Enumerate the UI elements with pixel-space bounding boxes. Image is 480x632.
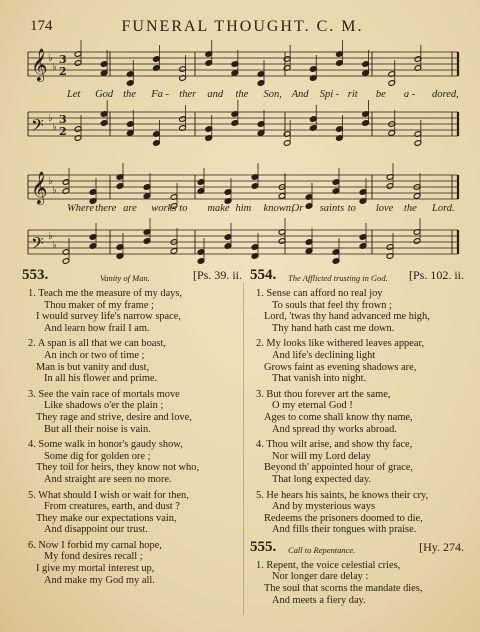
flat-icon: ♭ [52, 185, 57, 196]
verse-line: From creatures, earth, and dust ? [44, 501, 180, 513]
verse-line: 1. Teach me the measure of my days, [28, 288, 183, 299]
lyric-syllable: God [95, 89, 114, 100]
stanza [22, 439, 242, 485]
bass-clef-icon: 𝄢 [31, 115, 44, 139]
treble-clef-icon: 𝄞 [31, 171, 48, 204]
verse-line: In all his flower and prime. [44, 373, 158, 385]
lyric-syllable: Son, [263, 89, 282, 100]
time-signature-top: 3 [59, 113, 67, 126]
lyric-syllable: be [375, 89, 386, 100]
lyric-syllable: and [207, 89, 224, 100]
time-signature-bottom: 2 [59, 125, 67, 138]
verse-line: Nor will my Lord delay [272, 450, 371, 462]
lyric-syllable: are [123, 203, 137, 214]
flat-icon: ♭ [48, 231, 53, 242]
tune-title: FUNERAL THOUGHT. C. M. [121, 18, 364, 35]
lyric-syllable: works [151, 203, 177, 214]
verse-line: I would survey life's narrow space, [36, 311, 181, 323]
lyric-syllable: the [403, 203, 417, 214]
stanza [250, 490, 464, 536]
lyric-syllable: And [291, 89, 309, 100]
lyric-syllable: saints [319, 203, 345, 214]
verse-line: 3. But thou forever art the same, [256, 388, 391, 400]
verse-line: Thy hand hath cast me down. [272, 322, 395, 334]
lyric-syllable: Lord. [432, 203, 455, 214]
verse-line: 5. He hears his saints, he knows their cry, [256, 489, 429, 501]
lyric-syllable: dored, [432, 89, 459, 100]
verse-line: Beyond th' appointed hour of grace, [264, 462, 414, 474]
verse-line: 6. Now I forbid my carnal hope, [28, 539, 162, 551]
verse-line: And spread thy works abroad. [272, 423, 397, 435]
verse-line: To souls that feel thy frown ; [272, 299, 392, 311]
flat-icon: ♭ [48, 113, 53, 124]
hymn-title: Call to Repentance. [288, 544, 356, 555]
verse-line: Lord, 'twas thy hand advanced me high, [264, 311, 430, 323]
verse-line: 2. My looks like withered leaves appear, [256, 338, 425, 350]
verse-line: And disappoint our trust. [44, 524, 148, 536]
lyric-syllable: Where [67, 203, 95, 214]
verse-line: And by mysterious ways [272, 501, 376, 513]
hymn-number: 554. [250, 267, 277, 283]
verse-line: 5. What should I wish or wait for then, [28, 489, 189, 501]
verse-line: 3. See the vain race of mortals move [28, 388, 180, 400]
stanza [22, 338, 242, 384]
bass-clef-icon: 𝄢 [31, 233, 44, 257]
time-signature-bottom: 2 [59, 65, 67, 78]
verse-line: Redeems the prisoners doomed to die, [264, 512, 423, 524]
hymn-block [250, 538, 464, 606]
stanza [22, 490, 242, 536]
hymn-block [250, 267, 464, 536]
verse-line: Man is but vanity and dust, [36, 361, 150, 373]
lyric-syllable: Let [67, 89, 81, 100]
verse-line: And learn how frail I am. [44, 322, 150, 334]
verse-line: Grows faint as evening shadows are, [264, 361, 417, 373]
lyric-syllable: a - [403, 89, 416, 100]
lyric-syllable: rit [347, 89, 358, 100]
music-notation [0, 0, 480, 270]
verse-line: That long expected day. [272, 473, 372, 485]
lyric-syllable: ther [179, 89, 197, 100]
stanza [22, 389, 242, 435]
treble-clef-icon: 𝄞 [31, 48, 48, 81]
verse-line: Like shadows o'er the plain ; [44, 400, 164, 412]
verse-line: 4. Thou wilt arise, and show thy face, [256, 439, 413, 451]
verse-line: Thou maker of my frame ; [44, 299, 154, 311]
verse-line: That vanish into night. [272, 373, 367, 385]
stanza [250, 389, 464, 435]
hymn-header [250, 538, 464, 560]
lyric-syllable: the [235, 89, 249, 100]
hymn-title: The Afflicted trusting in God. [288, 273, 388, 283]
lyric-syllable: Or [291, 203, 304, 214]
verse-line: 1. Sense can afford no real joy [256, 288, 383, 299]
verse-line: The soul that scorns the mandate dies, [264, 583, 423, 595]
right-column [250, 267, 464, 610]
verse-line: And make my God my all. [44, 574, 155, 586]
verse-line: And life's declining light [272, 349, 376, 361]
verse-line: And fills their tongues with praise. [272, 524, 417, 536]
verse-line: And meets a fiery day. [272, 594, 366, 606]
lyric-syllable: love [375, 203, 394, 214]
stanza [22, 288, 242, 334]
flat-icon: ♭ [52, 62, 57, 73]
lyric-syllable: Spi - [319, 89, 340, 100]
flat-icon: ♭ [52, 240, 57, 251]
hymn-number: 555. [250, 538, 277, 555]
verse-line: 4. Some walk in honor's gaudy show, [28, 439, 183, 451]
flat-icon: ♭ [52, 122, 57, 133]
hymn-header [250, 267, 464, 288]
lyric-syllable: Fa - [151, 89, 170, 100]
lyric-syllable: to [347, 203, 356, 214]
verse-line: But all their noise is vain. [44, 423, 151, 435]
stanza [250, 439, 464, 485]
verse-line: I give my mortal interest up, [36, 563, 155, 575]
psalm-reference: [Ps. 39. ii. [192, 268, 242, 282]
psalm-reference: [Ps. 102. ii. [408, 268, 464, 282]
verse-line: An inch or two of time ; [44, 349, 145, 361]
lyric-syllable: known, [263, 203, 294, 214]
stanza [22, 540, 242, 586]
lyric-syllable: him [235, 203, 252, 214]
verse-line: O my eternal God ! [272, 400, 353, 412]
verse-line: My fond desires recall ; [44, 551, 143, 563]
stanza [250, 338, 464, 384]
verse-line: They toil for heirs, they know not who, [36, 462, 200, 474]
lyric-syllable: to [179, 203, 188, 214]
column-divider [243, 283, 244, 615]
flat-icon: ♭ [48, 53, 53, 64]
hymn-number: 553. [22, 267, 49, 283]
verse-line: Some dig for golden ore ; [44, 450, 151, 462]
stanza [250, 560, 464, 606]
page-number: 174 [30, 18, 53, 34]
time-signature-top: 3 [59, 53, 67, 66]
flat-icon: ♭ [48, 176, 53, 187]
verse-line: 2. A span is all that we can boast, [28, 338, 166, 350]
verse-line: And straight are seen no more. [44, 473, 172, 485]
verse-line: 1. Repent, the voice celestial cries, [256, 559, 401, 571]
psalm-reference: [Hy. 274. [419, 539, 464, 554]
lyric-syllable: make [207, 203, 230, 214]
hymn-title: Vanity of Man. [100, 273, 150, 283]
verse-line: They make our expectations vain, [36, 512, 177, 524]
hymn-block [22, 267, 242, 586]
hymn-header [22, 267, 242, 288]
left-column [22, 267, 242, 590]
verse-line: They rage and strive, desire and love, [36, 411, 192, 423]
verse-line: Nor longer dare delay : [272, 571, 369, 583]
lyric-syllable: there [95, 203, 117, 214]
verse-line: Ages to come shall know thy name, [264, 411, 413, 423]
lyric-syllable: the [123, 89, 136, 100]
stanza [250, 288, 464, 334]
